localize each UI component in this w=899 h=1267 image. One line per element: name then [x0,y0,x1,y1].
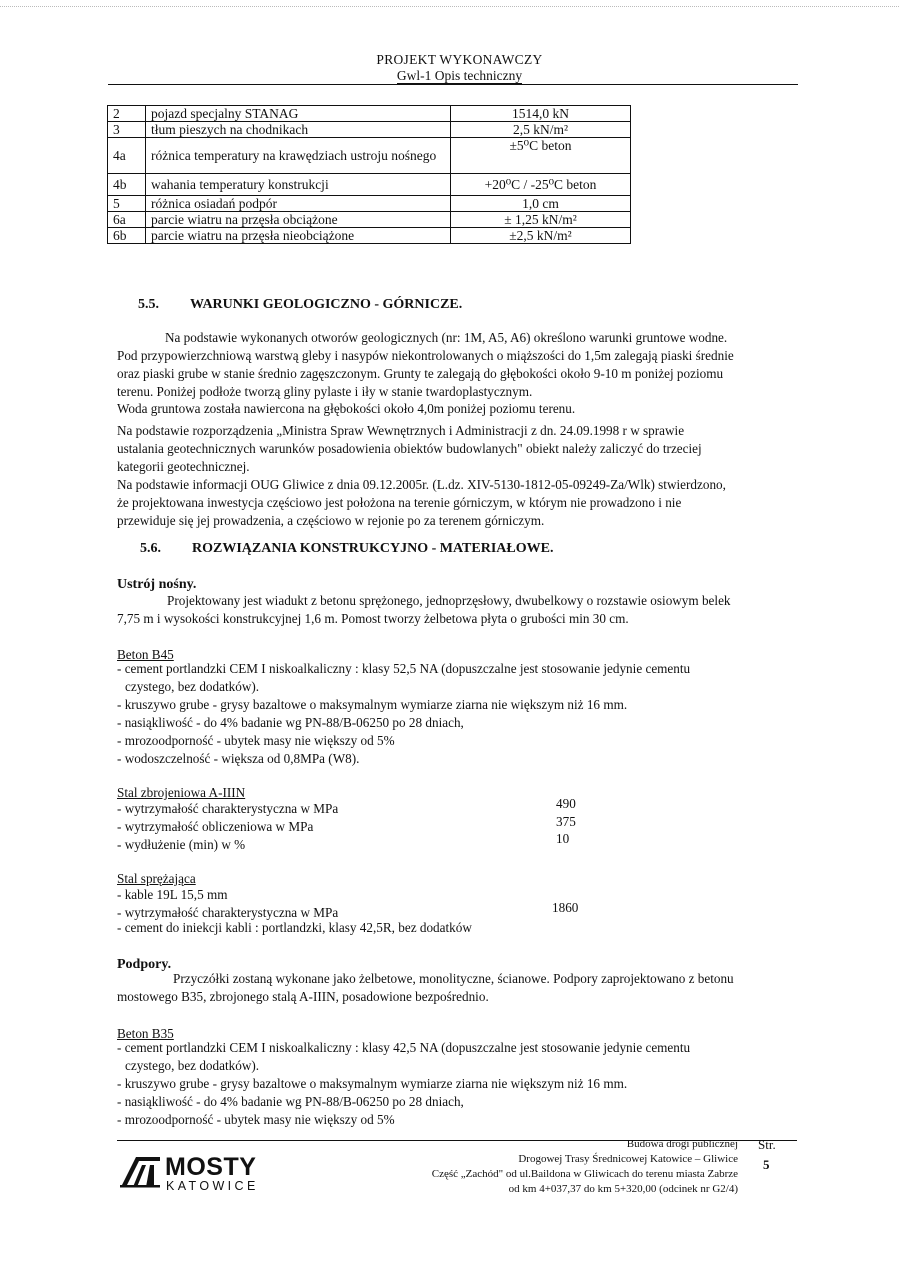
row-value: 2,5 kN/m² [451,122,631,138]
list-item: - kruszywo grube - grysy bazaltowe o maksymalnym wymiarze ziarna nie większym niż 16 mm. [117,1076,628,1091]
paragraph-line: oraz piaski grube w stanie średnio zagęszczonym. Grunty te zalegają do głębokości około 9-10 m poniżej poziomu [117,366,724,381]
row-value: ±5⁰C beton [451,138,631,174]
list-item: czystego, bez dodatków). [125,679,260,694]
list-item: - nasiąkliwość - do 4% badanie wg PN-88/B-06250 po 28 dniach, [117,1094,464,1109]
subheading-ustroj: Ustrój nośny. [117,577,197,592]
section-title: ROZWIĄZANIA KONSTRUKCYJNO - MATERIAŁOWE. [192,541,554,556]
row-value: +20⁰C / -25⁰C beton [451,174,631,196]
row-number: 3 [108,122,146,138]
load-table [107,105,631,244]
subheading-stal-zbrojeniowa: Stal zbrojeniowa A-IIIN [117,785,246,800]
section-number: 5.6. [140,541,161,556]
scan-top-edge [0,6,899,7]
paragraph-line: Pod przypowierzchniową warstwą gleby i nasypów niekontrolowanych o miąższości do 1,5m zalegają piaski średnie [117,348,734,363]
row-description: parcie wiatru na przęsła nieobciążone [146,228,451,244]
page-number: 5 [763,1157,770,1172]
paragraph-line: Woda gruntowa została nawiercona na głębokości około 4,0m poniżej poziomu terenu. [117,401,576,416]
bridge-logo-icon [118,1153,162,1189]
footer-line: Budowa drogi publicznej [626,1138,738,1150]
row-description: pojazd specjalny STANAG [146,106,451,122]
subheading-beton-b45: Beton B45 [117,647,174,662]
list-item-value: 490 [556,796,576,811]
document-subtitle [0,68,899,84]
subheading-podpory: Podpory. [117,957,172,972]
document-title: PROJEKT WYKONAWCZY [376,52,543,67]
list-item: - wodoszczelność - większa od 0,8MPa (W8). [117,751,360,766]
row-description: różnica temperatury na krawędziach ustroju nośnego [146,138,451,174]
footer-line: Część „Zachód" od ul.Baildona w Gliwicach do terenu miasta Zabrze [431,1168,738,1180]
row-number: 5 [108,196,146,212]
section-heading-5-5 [138,297,462,313]
list-item: - mrozoodporność - ubytek masy nie większy od 5% [117,733,395,748]
paragraph-line: Na podstawie wykonanych otworów geologicznych (nr: 1M, A5, A6) określono warunki gruntowe wodne. [165,330,728,345]
list-item: czystego, bez dodatków). [125,1058,260,1073]
table-row [108,196,631,212]
section-title: WARUNKI GEOLOGICZNO - GÓRNICZE. [190,297,463,312]
paragraph-line: przewiduje się jej prowadzenia, a częściowo w rejonie po za terenem górniczym. [117,513,545,528]
table-row [108,122,631,138]
paragraph-line: Na podstawie rozporządzenia „Ministra Spraw Wewnętrznych i Administracji z dn. 24.09.1998 r w sprawie [117,423,685,438]
row-number: 4b [108,174,146,196]
paragraph-line: ustalania geotechnicznych warunków posadowienia obiektów budowlanych" obiekt należy zaliczyć do trzeciej [117,441,702,456]
row-number: 6a [108,212,146,228]
section-heading-5-6 [140,541,553,557]
list-item-value: 375 [556,814,576,829]
row-value: 1,0 cm [451,196,631,212]
row-description: różnica osiadań podpór [146,196,451,212]
paragraph-line: Na podstawie informacji OUG Gliwice z dnia 09.12.2005r. (L.dz. XIV-5130-1812-05-09249-Za/Wlk) stwierdzono, [117,477,726,492]
table-row [108,212,631,228]
list-item: - nasiąkliwość - do 4% badanie wg PN-88/B-06250 po 28 dniach, [117,715,464,730]
list-item: - cement portlandzki CEM I niskoalkaliczny : klasy 42,5 NA (dopuszczalne jest stosowanie jedynie cementu [117,1040,691,1055]
row-description: parcie wiatru na przęsła obciążone [146,212,451,228]
list-item: - kruszywo grube - grysy bazaltowe o maksymalnym wymiarze ziarna nie większym niż 16 mm. [117,697,628,712]
row-value: ± 1,25 kN/m² [451,212,631,228]
footer-line: od km 4+037,37 do km 5+320,00 (odcinek nr G2/4) [508,1183,738,1195]
paragraph-line: że projektowana inwestycja częściowo jest położona na terenie górniczym, w którym nie prowadzono i nie [117,495,682,510]
footer-project-info [360,1137,738,1197]
paragraph-line: 7,75 m i wysokości konstrukcyjnej 1,6 m. Pomost tworzy żelbetowa płyta o grubości min 30 cm. [117,611,629,626]
table-row [108,174,631,196]
paragraph-line: Przyczółki zostaną wykonane jako żelbetowe, monolityczne, ścianowe. Podpory zaprojektowano z betonu [173,971,734,986]
section-number: 5.5. [138,297,159,312]
list-item: - cement portlandzki CEM I niskoalkaliczny : klasy 52,5 NA (dopuszczalne jest stosowanie jedynie cementu [117,661,691,676]
list-item-value: 1860 [552,900,579,915]
mosty-logo [118,1153,259,1194]
header-rule [108,84,798,85]
subheading-stal-sprezajaca: Stal sprężająca [117,871,196,886]
table-row [108,106,631,122]
page-label: Str. [758,1137,776,1152]
logo-city: KATOWICE [166,1179,259,1193]
list-item: - wytrzymałość obliczeniowa w MPa [117,819,314,834]
list-item: - wytrzymałość charakterystyczna w MPa [117,801,339,816]
row-number: 4a [108,138,146,174]
table-row [108,138,631,174]
logo-wordmark: MOSTY [165,1153,257,1181]
row-number: 6b [108,228,146,244]
row-value: 1514,0 kN [451,106,631,122]
list-item: - wytrzymałość charakterystyczna w MPa [117,905,339,920]
subheading-beton-b35: Beton B35 [117,1026,174,1041]
paragraph-line: terenu. Poniżej podłoże tworzą gliny pylaste i iły w stanie twardoplastycznym. [117,384,533,399]
row-number: 2 [108,106,146,122]
list-item: - wydłużenie (min) w % [117,837,246,852]
footer-line: Drogowej Trasy Średnicowej Katowice – Gliwice [518,1153,738,1165]
list-item: - kable 19L 15,5 mm [117,887,228,902]
paragraph-line: kategorii geotechnicznej. [117,459,250,474]
row-description: wahania temperatury konstrukcji [146,174,451,196]
paragraph-line: mostowego B35, zbrojonego stalą A-IIIN, posadowione bezpośrednio. [117,989,489,1004]
list-item-value: 10 [556,831,570,846]
paragraph-line: Projektowany jest wiadukt z betonu sprężonego, jednoprzęsłowy, dwubelkowy o rozstawie osiowym belek [167,593,731,608]
list-item: - cement do iniekcji kabli : portlandzki, klasy 42,5R, bez dodatków [117,920,472,935]
row-description: tłum pieszych na chodnikach [146,122,451,138]
table-row [108,228,631,244]
row-value: ±2,5 kN/m² [451,228,631,244]
list-item: - mrozoodporność - ubytek masy nie większy od 5% [117,1112,395,1127]
document-subtitle-text: Gwl-1 Opis techniczny [396,68,523,83]
